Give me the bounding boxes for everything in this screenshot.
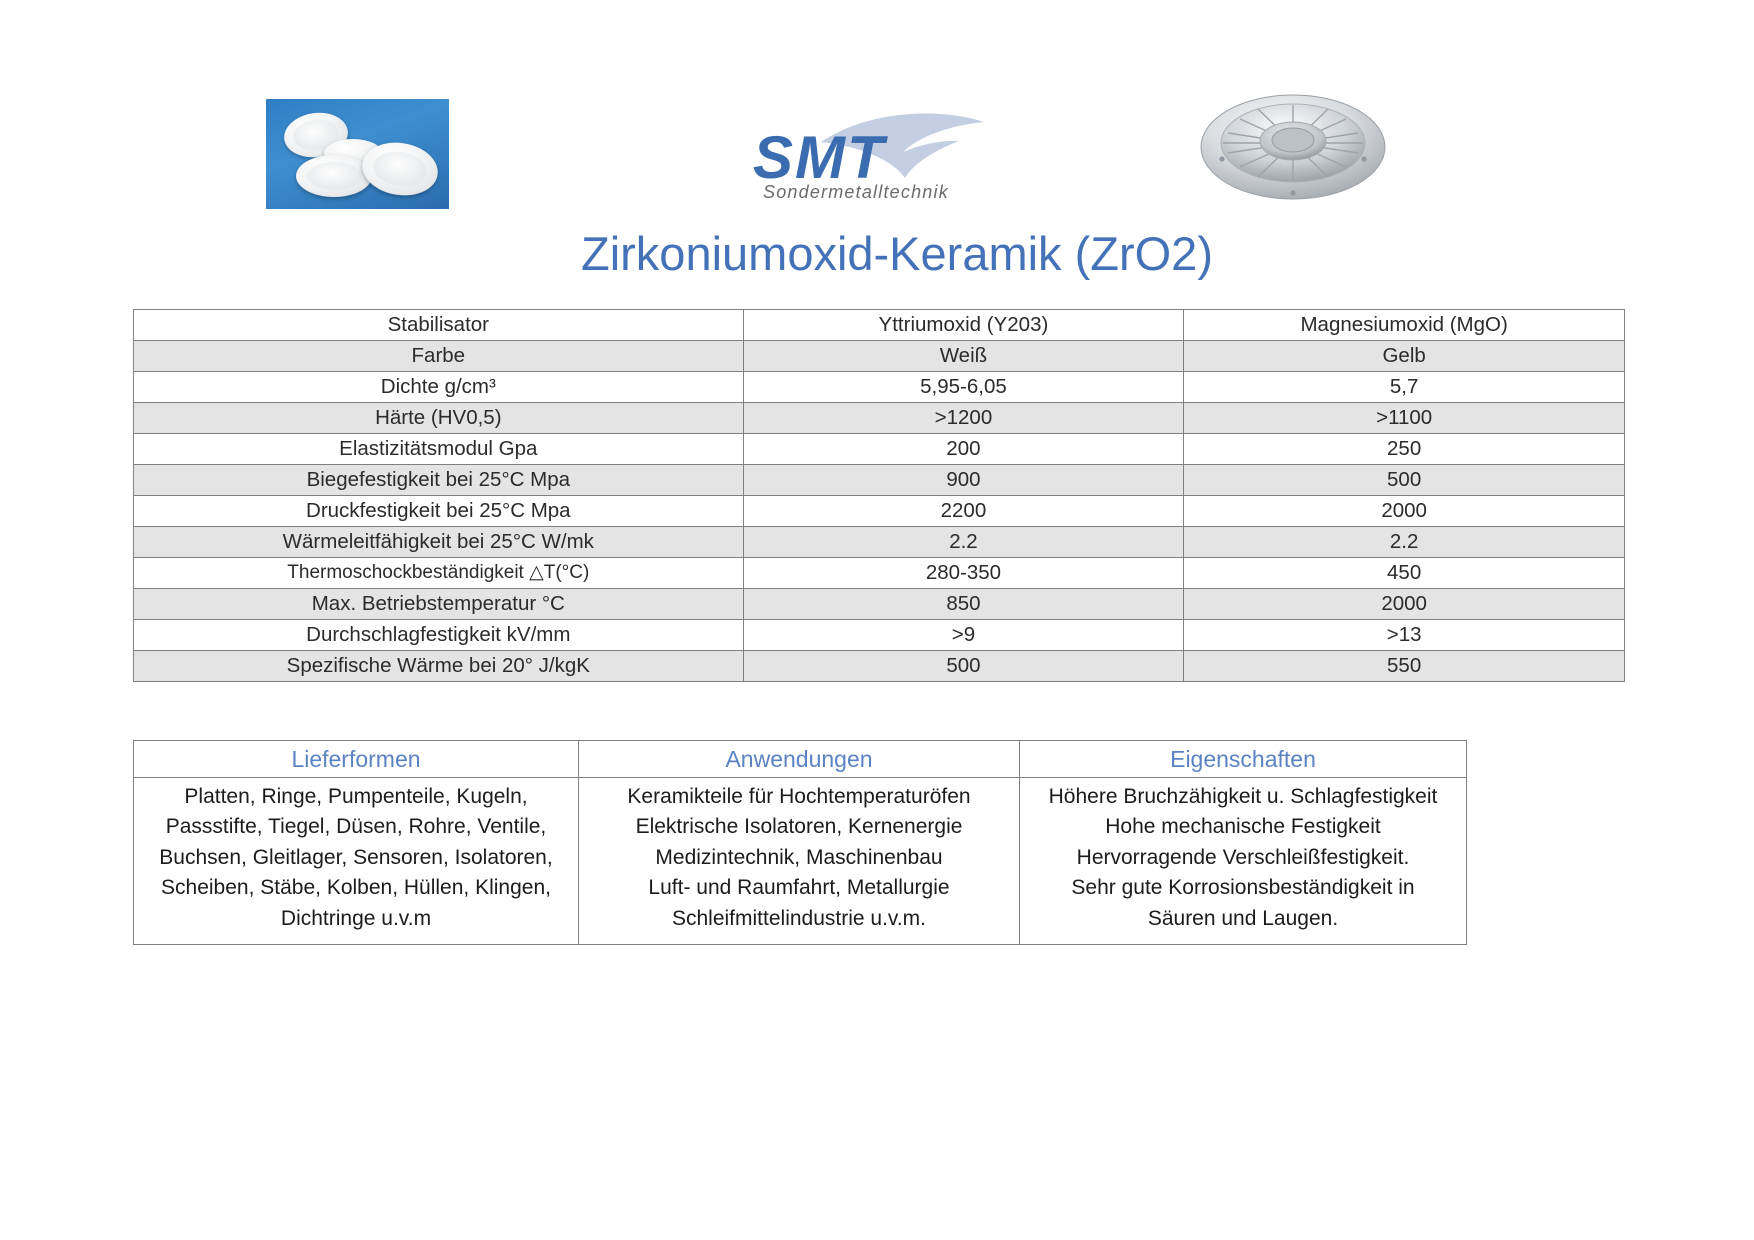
row-label: Farbe (134, 341, 744, 372)
page-title: Zirkoniumoxid-Keramik (ZrO2) (581, 227, 1213, 280)
specification-table-container (133, 309, 1625, 682)
info-line: Hervorragende Verschleißfestigkeit. (1076, 845, 1410, 869)
row-value-yttriumoxid: 5,95-6,05 (743, 372, 1184, 403)
row-label: Elastizitätsmodul Gpa (134, 434, 744, 465)
info-line: Dichtringe u.v.m (280, 906, 432, 930)
table-row (134, 465, 1625, 496)
ceramic-dish-icon (296, 155, 372, 197)
info-cell-anwendungen (579, 778, 1020, 945)
row-value-magnesiumoxid: 2000 (1184, 589, 1625, 620)
info-line: Luft- und Raumfahrt, Metallurgie (648, 876, 950, 900)
info-line: Elektrische Isolatoren, Kernenergie (635, 815, 963, 839)
svg-text:Sondermetalltechnik: Sondermetalltechnik (763, 182, 949, 202)
table-row (134, 651, 1625, 682)
row-value-magnesiumoxid: 2.2 (1184, 527, 1625, 558)
info-body-row (134, 778, 1467, 945)
row-label: Spezifische Wärme bei 20° J/kgK (134, 651, 744, 682)
table-row (134, 341, 1625, 372)
row-value-yttriumoxid: 850 (743, 589, 1184, 620)
row-value-yttriumoxid: 280-350 (743, 558, 1184, 589)
specification-table (133, 309, 1625, 682)
row-value-magnesiumoxid: >1100 (1184, 403, 1625, 434)
ceramic-dishes-photo (266, 99, 449, 209)
info-line: Passstifte, Tiegel, Düsen, Rohre, Ventile, (165, 815, 547, 839)
document-header (0, 0, 1754, 210)
smt-logo (735, 108, 1000, 203)
metal-diffuser-disc-photo (1198, 85, 1388, 205)
info-header-eigenschaften: Eigenschaften (1020, 741, 1467, 778)
info-line: Höhere Bruchzähigkeit u. Schlagfestigkeit (1048, 785, 1438, 808)
info-cell-eigenschaften (1020, 778, 1467, 945)
row-value-yttriumoxid: 2.2 (743, 527, 1184, 558)
row-value-yttriumoxid: 2200 (743, 496, 1184, 527)
table-row (134, 558, 1625, 589)
info-header-lieferformen: Lieferformen (134, 741, 579, 778)
row-value-magnesiumoxid: 2000 (1184, 496, 1625, 527)
row-value-yttriumoxid: 500 (743, 651, 1184, 682)
row-value-magnesiumoxid: >13 (1184, 620, 1625, 651)
column-header-yttriumoxid: Yttriumoxid (Y203) (743, 310, 1184, 341)
column-header-magnesiumoxid: Magnesiumoxid (MgO) (1184, 310, 1625, 341)
row-label: Wärmeleitfähigkeit bei 25°C W/mk (134, 527, 744, 558)
info-table-container (133, 740, 1466, 945)
info-line: Platten, Ringe, Pumpenteile, Kugeln, (184, 785, 528, 808)
info-line: Säuren und Laugen. (1147, 906, 1339, 930)
info-line: Medizintechnik, Maschinenbau (655, 845, 943, 869)
info-line: Hohe mechanische Festigkeit (1105, 815, 1381, 839)
table-row (134, 589, 1625, 620)
table-header-row (134, 310, 1625, 341)
row-value-yttriumoxid: 200 (743, 434, 1184, 465)
info-header-anwendungen: Anwendungen (579, 741, 1020, 778)
row-label: Härte (HV0,5) (134, 403, 744, 434)
info-line: Sehr gute Korrosionsbeständigkeit in (1071, 876, 1415, 900)
row-value-yttriumoxid: 900 (743, 465, 1184, 496)
info-table (133, 740, 1467, 945)
row-value-yttriumoxid: >9 (743, 620, 1184, 651)
svg-text:SMT: SMT (753, 124, 886, 191)
row-value-yttriumoxid: Weiß (743, 341, 1184, 372)
row-label: Dichte g/cm³ (134, 372, 744, 403)
info-line: Buchsen, Gleitlager, Sensoren, Isolatoren, (159, 845, 553, 869)
info-line: Scheiben, Stäbe, Kolben, Hüllen, Klingen, (161, 876, 551, 900)
info-header-row (134, 741, 1467, 778)
row-value-magnesiumoxid: 450 (1184, 558, 1625, 589)
table-row (134, 372, 1625, 403)
table-row (134, 403, 1625, 434)
row-value-magnesiumoxid: 250 (1184, 434, 1625, 465)
info-line: Keramikteile für Hochtemperaturöfen (627, 785, 971, 808)
row-label: Thermoschockbeständigkeit △T(°C) (134, 558, 744, 589)
column-header-stabilisator: Stabilisator (134, 310, 744, 341)
table-row (134, 527, 1625, 558)
info-line: Schleifmittelindustrie u.v.m. (671, 906, 927, 930)
info-cell-lieferformen (134, 778, 579, 945)
table-row (134, 434, 1625, 465)
row-value-magnesiumoxid: 5,7 (1184, 372, 1625, 403)
row-label: Druckfestigkeit bei 25°C Mpa (134, 496, 744, 527)
row-value-yttriumoxid: >1200 (743, 403, 1184, 434)
table-row (134, 496, 1625, 527)
row-label: Max. Betriebstemperatur °C (134, 589, 744, 620)
row-label: Biegefestigkeit bei 25°C Mpa (134, 465, 744, 496)
row-value-magnesiumoxid: 550 (1184, 651, 1625, 682)
row-value-magnesiumoxid: Gelb (1184, 341, 1625, 372)
row-label: Durchschlagfestigkeit kV/mm (134, 620, 744, 651)
row-value-magnesiumoxid: 500 (1184, 465, 1625, 496)
table-row (134, 620, 1625, 651)
